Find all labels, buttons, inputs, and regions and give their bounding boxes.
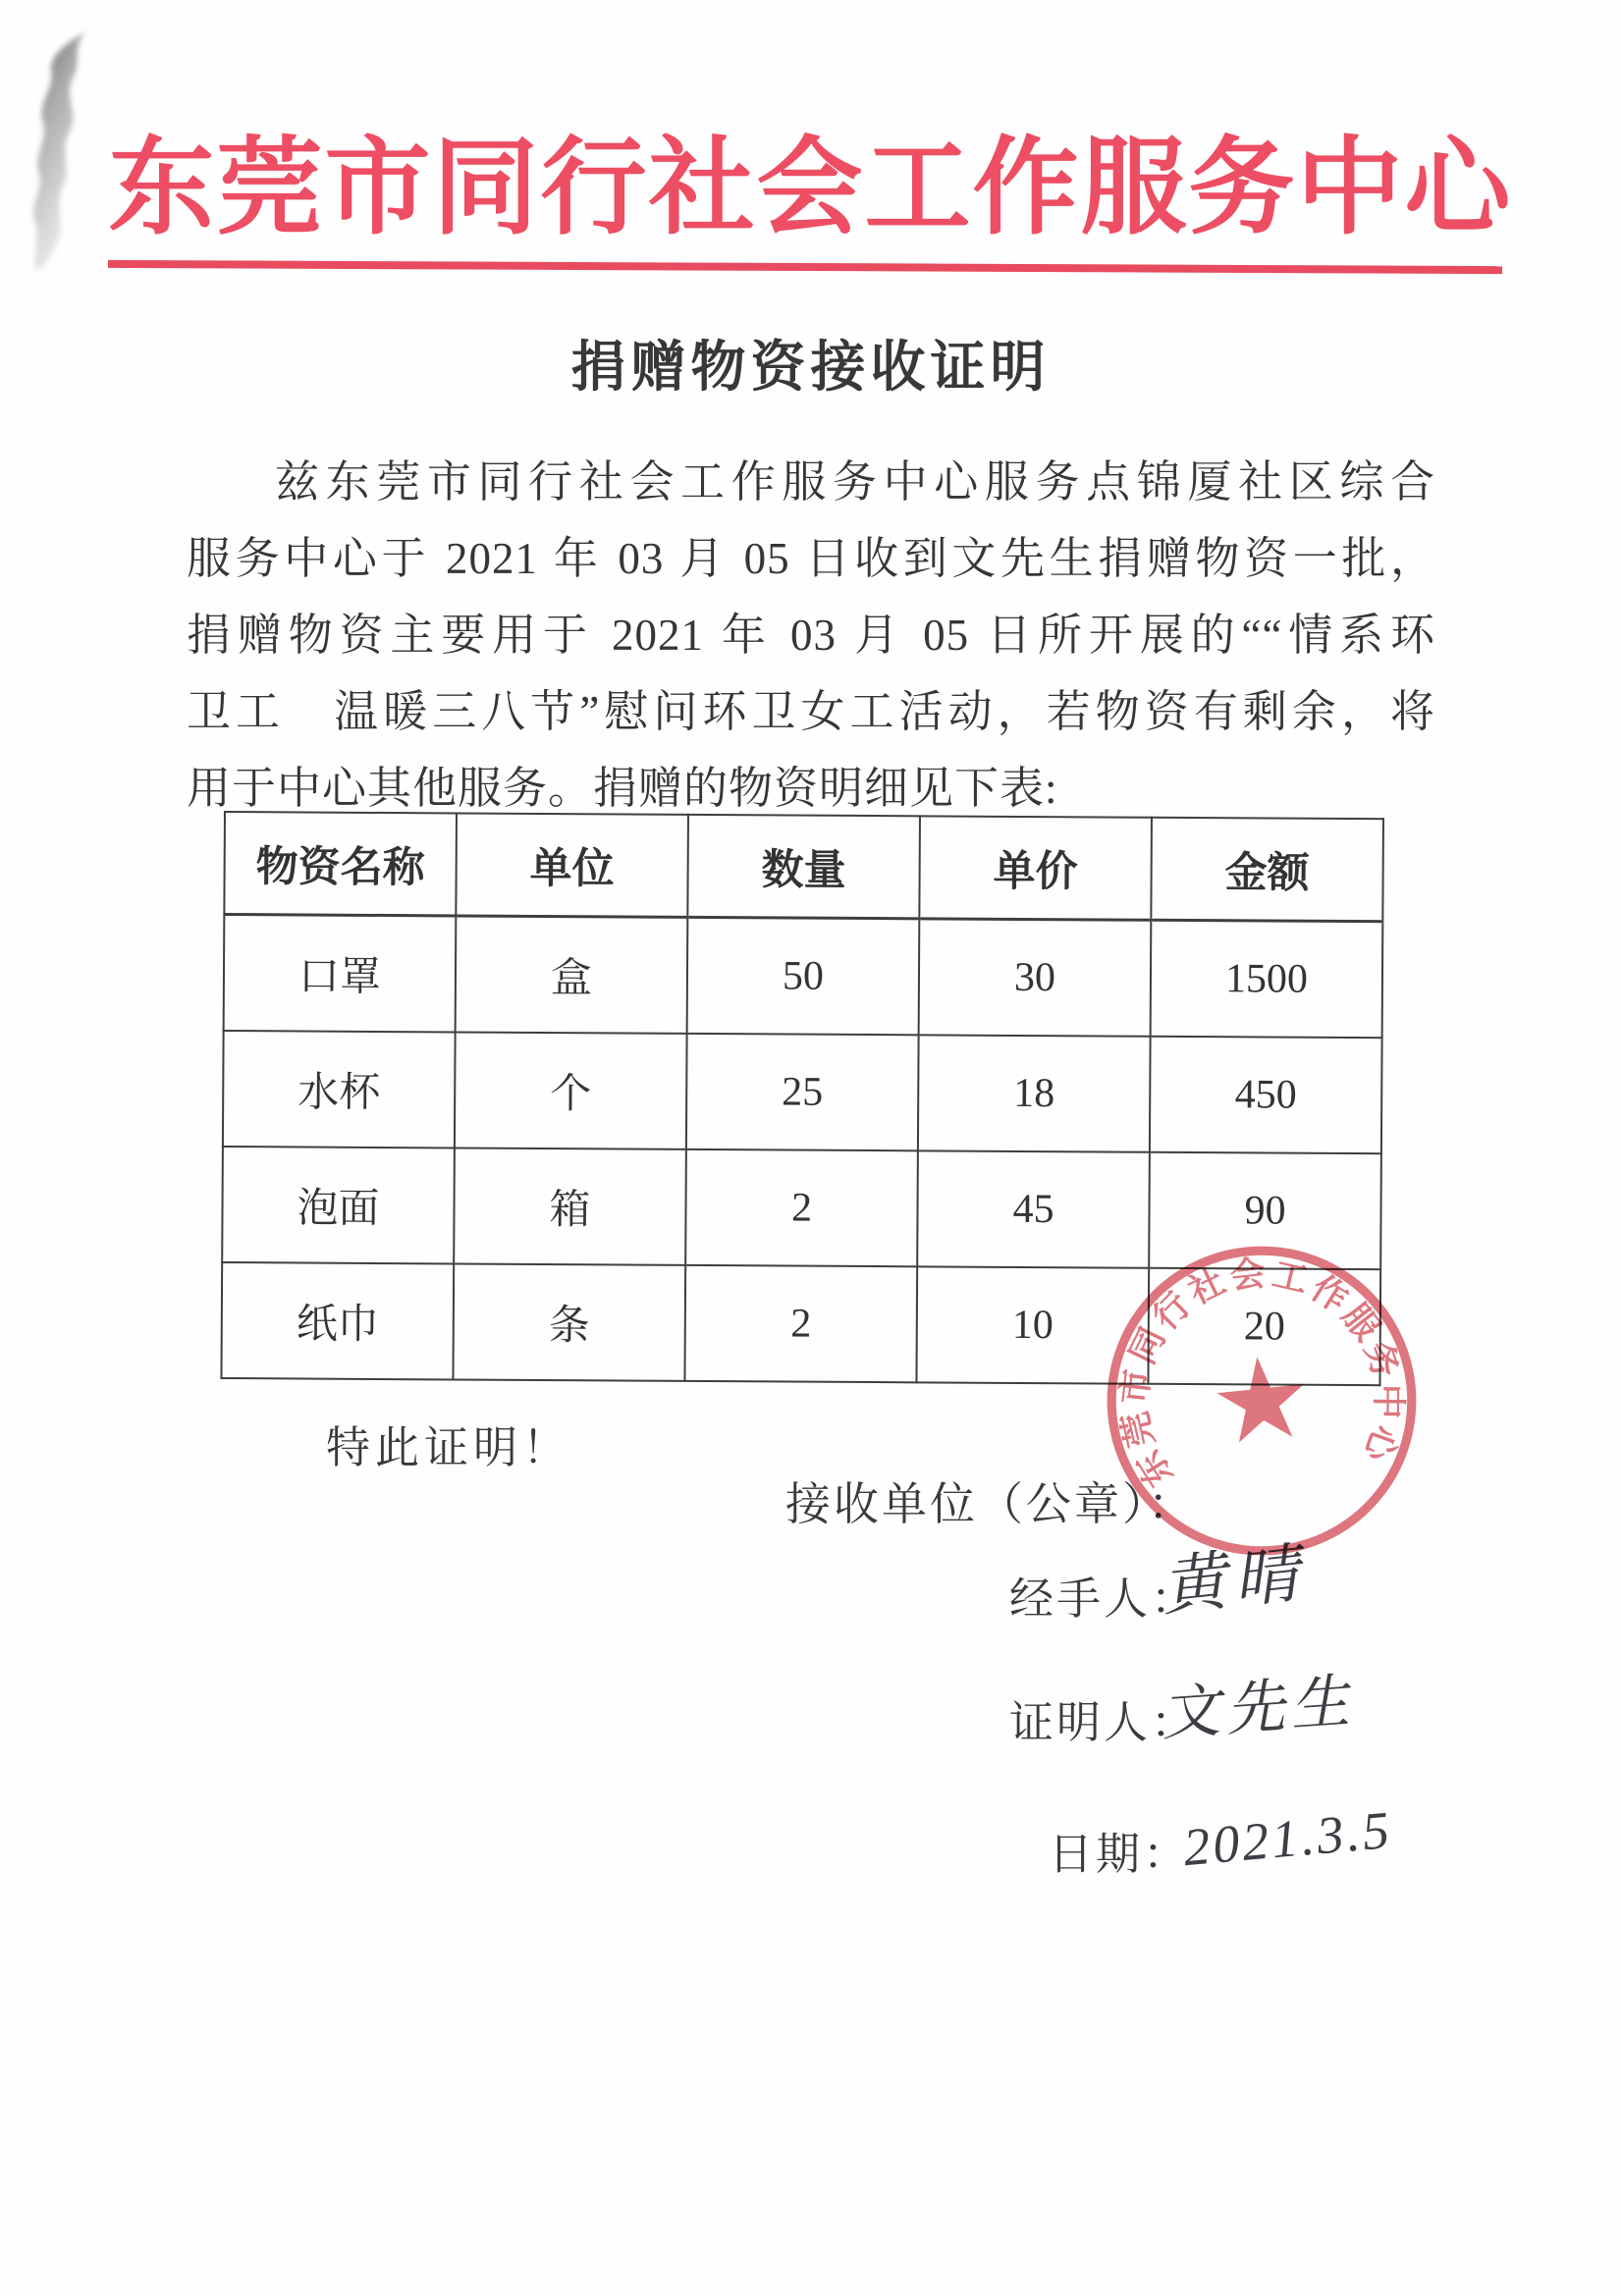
table-cell: 盒 [456, 916, 688, 1034]
body-line: 捐赠物资主要用于 2021 年 03 月 05 日所开展的““情系环 [187, 611, 1435, 660]
table-header-cell: 单价 [919, 816, 1152, 920]
table-cell: 个 [455, 1032, 687, 1148]
table-cell: 18 [918, 1035, 1151, 1151]
header-rule [108, 260, 1502, 274]
body-line: 服务中心于 2021 年 03 月 05 日收到文先生捐赠物资一批， [187, 534, 1435, 583]
receiver-label: 接收单位（公章）： [785, 1479, 1196, 1529]
body-paragraph [187, 444, 1435, 827]
table-row [223, 1031, 1382, 1153]
body-line: 用于中心其他服务。捐赠的物资明细见下表: [187, 764, 1058, 813]
table-header-cell: 金额 [1151, 818, 1383, 922]
table-header-row [224, 812, 1383, 922]
certifier-label: 证明人： [1009, 1698, 1199, 1747]
body-line: 卫工 温暖三八节”慰问环卫女工活动，若物资有剩余，将 [187, 687, 1435, 736]
table-cell: 水杯 [223, 1031, 456, 1148]
seal-star-icon [1214, 1353, 1309, 1445]
handler-signature: 黄晴 [1158, 1537, 1311, 1625]
certify-statement: 特此证明！ [326, 1423, 572, 1472]
official-seal [1086, 1225, 1437, 1576]
table-cell: 30 [919, 919, 1152, 1037]
table-cell: 口罩 [224, 915, 457, 1033]
table-row [224, 915, 1383, 1039]
table-header-cell: 单位 [456, 813, 688, 917]
table-cell: 10 [916, 1266, 1149, 1383]
org-name-header: 东莞市同行社会工作服务中心 [108, 131, 1513, 247]
table-cell: 45 [917, 1150, 1150, 1267]
table-cell: 50 [687, 917, 920, 1035]
table-cell: 2 [685, 1149, 918, 1266]
table-cell: 1500 [1151, 920, 1383, 1038]
table-cell: 450 [1150, 1037, 1382, 1153]
table-cell: 纸巾 [221, 1262, 454, 1379]
handler-label: 经手人： [1009, 1575, 1199, 1624]
table-header-cell: 数量 [687, 815, 920, 919]
body-line: 兹东莞市同行社会工作服务中心服务点锦厦社区综合 [275, 457, 1435, 507]
seal-text: 东莞市同行社会工作服务中心 [1113, 1253, 1409, 1494]
table-header-cell: 物资名称 [224, 812, 457, 916]
table-cell: 条 [453, 1263, 685, 1380]
table-cell: 泡面 [222, 1147, 455, 1263]
certifier-signature: 文先生 [1159, 1669, 1358, 1747]
date-value: 2021.3.5 [1180, 1799, 1395, 1878]
table-cell: 25 [686, 1034, 919, 1150]
date-label: 日期： [1049, 1830, 1191, 1879]
table-cell: 2 [684, 1265, 917, 1382]
doc-title: 捐赠物资接收证明 [570, 338, 1051, 399]
table-cell: 箱 [454, 1148, 686, 1264]
table-cell: 90 [1149, 1152, 1381, 1269]
table-cell: 20 [1148, 1268, 1380, 1385]
